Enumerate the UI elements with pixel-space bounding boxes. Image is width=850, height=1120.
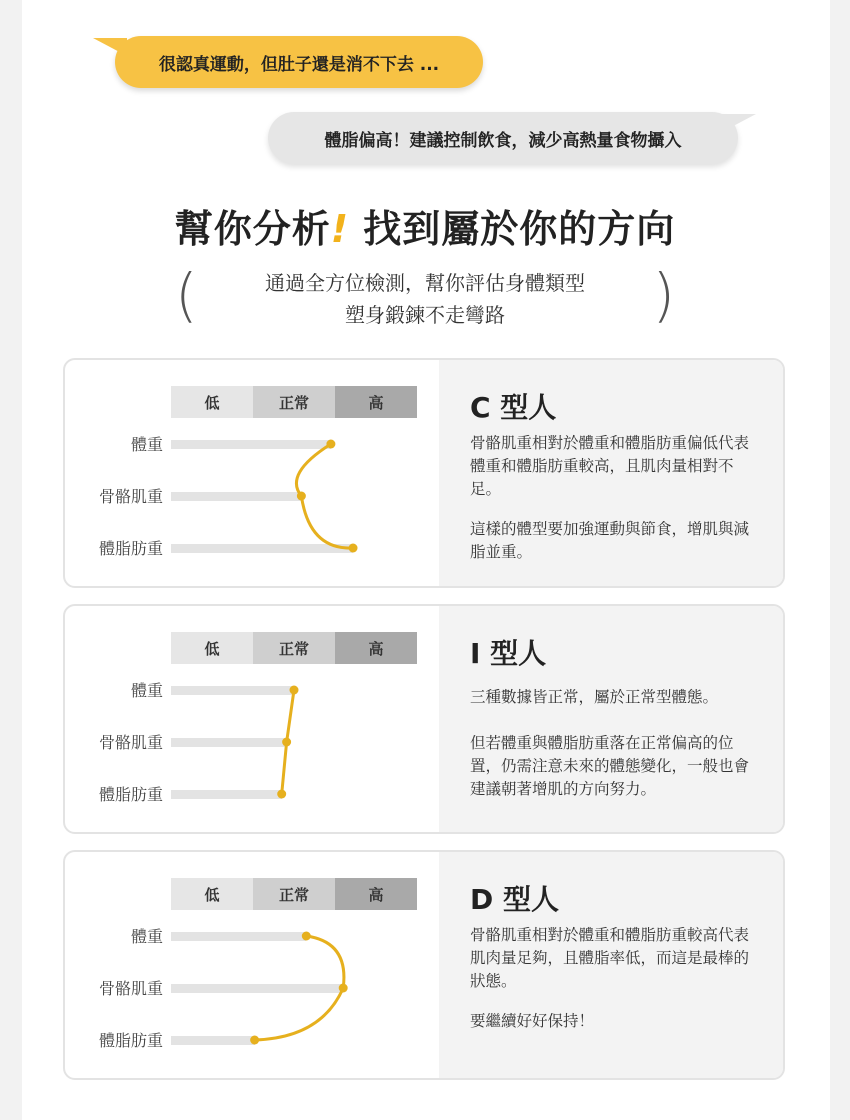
title-part1: 幫你分析 (174, 207, 331, 251)
body-type-title: C 型人 (470, 391, 557, 424)
body-type-curve (65, 606, 439, 834)
advice-bubble (268, 112, 738, 164)
row-label: 體重 (130, 435, 163, 454)
data-point (339, 984, 348, 993)
data-point (277, 790, 286, 799)
body-type-card-d (63, 850, 785, 1080)
description-paragraph-1: 骨骼肌重相對於體重和體脂肪重偏低代表體重和體脂肪重較高，且肌肉量相對不足。 (470, 434, 750, 498)
level-normal: 正常 (253, 386, 335, 418)
page-title (0, 198, 850, 253)
level-normal: 正常 (253, 878, 335, 910)
row-label: 骨骼肌重 (98, 487, 163, 506)
data-point (250, 1036, 259, 1045)
level-high: 高 (335, 386, 417, 418)
description-paragraph-2: 這樣的體型要加強運動與節食，增肌與減脂並重。 (470, 520, 750, 561)
level-low: 低 (171, 632, 253, 664)
subtitle (175, 262, 675, 334)
row-label: 體重 (130, 681, 163, 700)
body-type-curve (65, 360, 439, 588)
row-label: 骨骼肌重 (98, 979, 163, 998)
bubble-tail (722, 114, 756, 132)
left-paren-decoration: ( (175, 261, 198, 329)
description-paragraph-1: 骨骼肌重相對於體重和體脂肪重較高代表肌肉量足夠，且體脂率低，而這是最棒的狀態。 (470, 926, 750, 990)
body-type-curve (65, 852, 439, 1080)
subtitle-line-1: 通過全方位檢測，幫你評估身體類型 (265, 271, 585, 295)
body-type-title: D 型人 (470, 883, 559, 916)
complaint-bubble (115, 36, 483, 88)
data-point (349, 544, 358, 553)
description-paragraph-1: 三種數據皆正常，屬於正常型體態。 (470, 688, 719, 706)
row-label: 體脂肪重 (98, 1031, 163, 1050)
data-point (290, 686, 299, 695)
row-label: 體重 (130, 927, 163, 946)
row-label: 體脂肪重 (98, 785, 163, 804)
row-label: 骨骼肌重 (98, 733, 163, 752)
description-paragraph-2: 但若體重與體脂肪重落在正常偏高的位置，仍需注意未來的體態變化，一般也會建議朝著增肌的方向努力。 (470, 734, 750, 798)
level-low: 低 (171, 878, 253, 910)
description-paragraph-2: 要繼續好好保持！ (470, 1012, 595, 1030)
data-point (297, 492, 306, 501)
level-low: 低 (171, 386, 253, 418)
advice-text: 體脂偏高！建議控制飲食，減少高熱量食物攝入 (324, 130, 682, 151)
body-type-title: I 型人 (470, 637, 547, 670)
data-point (282, 738, 291, 747)
right-paren-decoration: ) (652, 261, 675, 329)
body-type-card-c (63, 358, 785, 588)
title-part2: 找到屬於你的方向 (349, 207, 676, 251)
subtitle-line-2: 塑身鍛鍊不走彎路 (345, 303, 505, 327)
level-high: 高 (335, 632, 417, 664)
bubble-tail (93, 38, 127, 56)
level-normal: 正常 (253, 632, 335, 664)
row-label: 體脂肪重 (98, 539, 163, 558)
body-type-card-i (63, 604, 785, 834)
complaint-text: 很認真運動，但肚子還是消不下去 ... (158, 54, 440, 75)
title-exclamation: ! (330, 207, 350, 251)
curve-line (255, 936, 344, 1040)
level-high: 高 (335, 878, 417, 910)
data-point (302, 932, 311, 941)
data-point (326, 440, 335, 449)
